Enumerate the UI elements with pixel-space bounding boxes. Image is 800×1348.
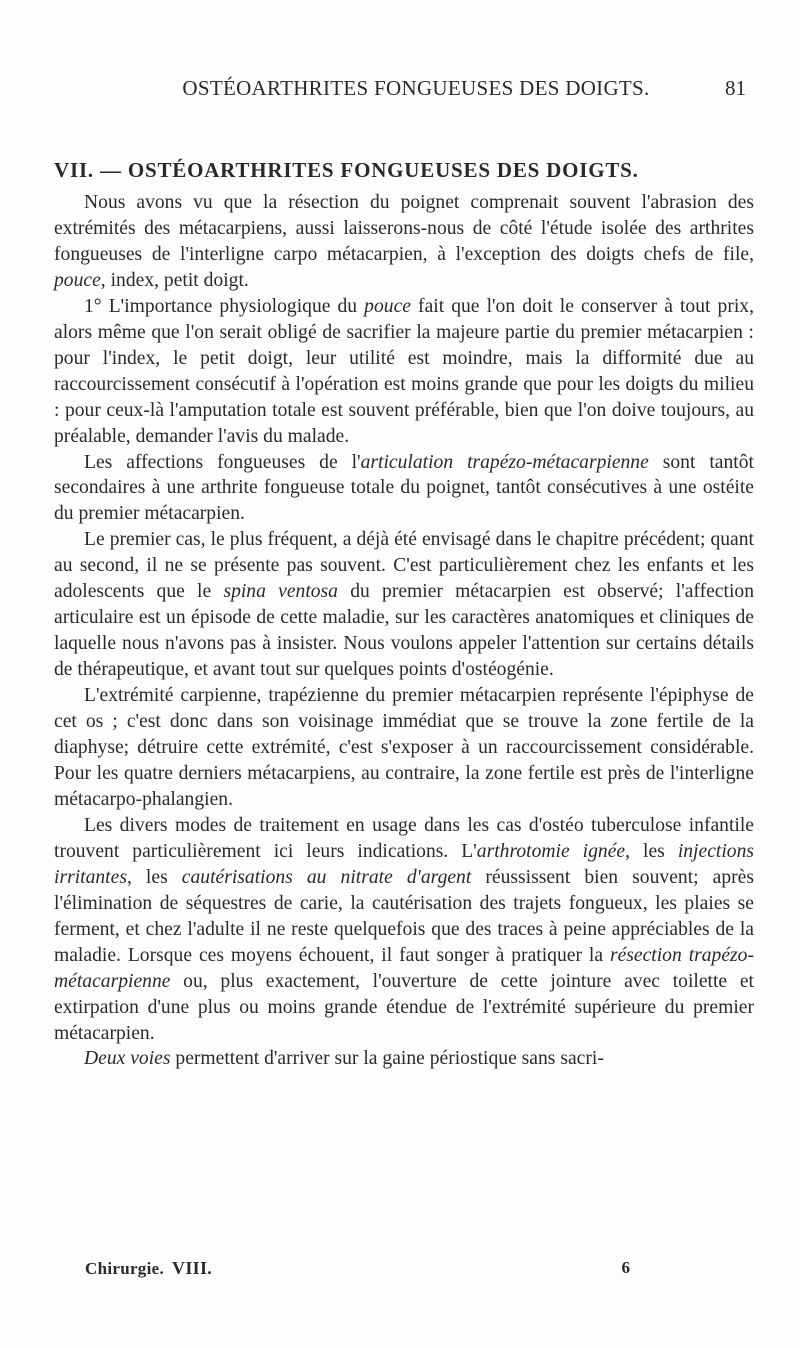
page-number: 81 bbox=[725, 76, 746, 100]
footer-signature-mark bbox=[85, 1258, 212, 1279]
body-text bbox=[54, 190, 754, 1072]
paragraph-intro: Nous avons vu que la résection du poignet comprenait souvent l'abrasion des extrémités des métacarpiens, aussi laisserons-nous de côté l'étude isolée des arthrites fongueuses de l'interligne carpo métacarpien, à l'exception des doigts chefs de file, pouce, index, petit doigt. bbox=[54, 192, 754, 291]
footer-volume: VIII. bbox=[172, 1258, 213, 1278]
paragraph-pouce: 1° L'importance physiologique du pouce fait que l'on doit le conserver à tout prix, alors même que l'on serait obligé de sacrifier la majeure partie du premier métacarpien : pour l'index, le petit doigt, leur utilité est moindre, mais la difformité due au raccourcissement consécutif à l'opération est moins grande que pour les doigts du milieu : pour ceux-là l'amputation totale est souvent préférable, bien que l'on doive toujours, au préalable, demander l'avis du malade. bbox=[54, 295, 754, 447]
running-head: OSTÉOARTHRITES FONGUEUSES DES DOIGTS. bbox=[182, 76, 650, 100]
paragraph-affections: Les affections fongueuses de l'articulation trapézo-métacarpienne sont tantôt secondaires à une arthrite fongueuse totale du poignet, tantôt consécutives à une ostéite du premier métacarpien. bbox=[54, 451, 754, 525]
footer-signature-number: 6 bbox=[621, 1258, 630, 1277]
paragraph-traitement: Les divers modes de traitement en usage dans les cas d'ostéo tuberculose infantile trouvent particulièrement ici leurs indications. L'arthrotomie ignée, les injections irritantes, les cautérisations au nitrate d'argent réussissent bien souvent; après l'élimination de séquestres de carie, la cautérisation des trajets fongueux, les plaies se ferment, et chez l'adulte il ne reste quelquefois que des traces à peine appréciables de la maladie. Lorsque ces moyens échouent, il faut songer à pratiquer la résection trapézo-métacarpienne ou, plus exactement, l'ouverture de cette jointure avec toilette et extirpation d'une plus ou moins grande étendue de l'extrémité supérieure du premier métacarpien. bbox=[54, 814, 754, 1044]
chapter-title: VII. — OSTÉOARTHRITES FONGUEUSES DES DOIGTS. bbox=[54, 158, 639, 182]
paragraph-premier-cas: Le premier cas, le plus fréquent, a déjà été envisagé dans le chapitre précédent; quant au second, il ne se présente pas souvent. C'est particulièrement chez les enfants et les adolescents que le spina ventosa du premier métacarpien est observé; l'affection articulaire est un épisode de cette maladie, sur les caractères anatomiques et cliniques de laquelle nous n'avons pas à insister. Nous voulons appeler l'attention sur certains détails de thérapeutique, et avant tout sur quelques points d'ostéogénie. bbox=[54, 529, 754, 681]
paragraph-extremite: L'extrémité carpienne, trapézienne du premier métacarpien représente l'épiphyse de cet os ; c'est donc dans son voisinage immédiat que se trouve la zone fertile de la diaphyse; détruire cette extrémité, c'est s'exposer à un raccourcissement considérable. Pour les quatre derniers métacarpiens, au contraire, la zone fertile est près de l'interligne métacarpo-phalangien. bbox=[54, 685, 754, 810]
footer-book-title: Chirurgie. bbox=[85, 1259, 165, 1278]
paragraph-deux-voies: Deux voies permettent d'arriver sur la gaine périostique sans sacri- bbox=[84, 1048, 604, 1070]
